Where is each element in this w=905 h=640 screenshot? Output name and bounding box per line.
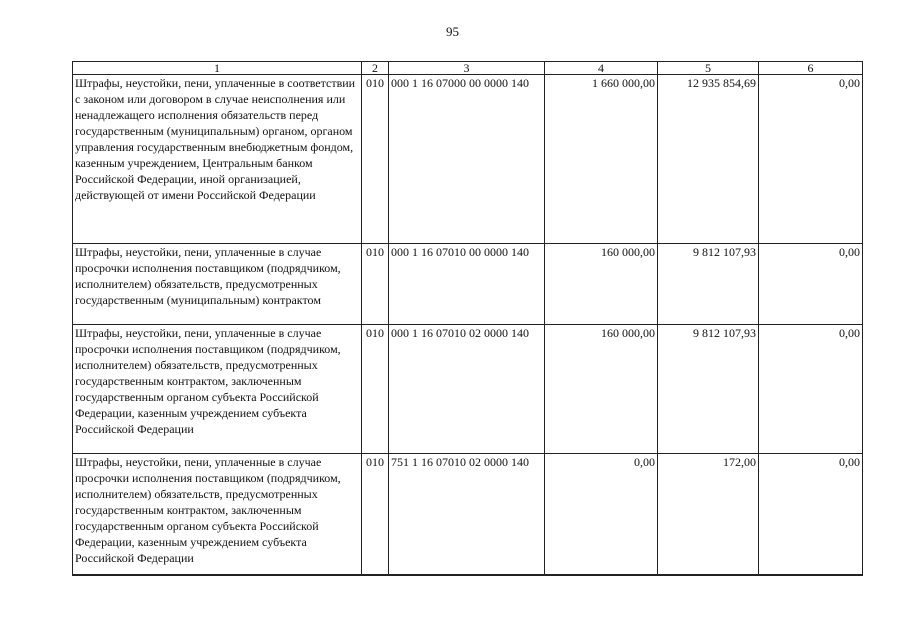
row-budget-code: 000 1 16 07000 00 0000 140 [389, 75, 545, 244]
row-description: Штрафы, неустойки, пени, уплаченные в случае просрочки исполнения поставщиком (подрядчиком, исполнителем) обязательств, предусмотренных государственным контрактом, заключенным государственным органом субъекта Российской Федерации, казенным учреждением субъекта Российской Федерации [73, 454, 362, 576]
row-budget-code: 000 1 16 07010 00 0000 140 [389, 244, 545, 325]
row-value-col6: 0,00 [759, 325, 863, 454]
column-header: 6 [759, 62, 863, 75]
row-budget-code: 751 1 16 07010 02 0000 140 [389, 454, 545, 576]
row-value-col5: 9 812 107,93 [658, 244, 759, 325]
row-value-col6: 0,00 [759, 75, 863, 244]
row-description: Штрафы, неустойки, пени, уплаченные в случае просрочки исполнения поставщиком (подрядчиком, исполнителем) обязательств, предусмотренных государственным (муниципальным) контрактом [73, 244, 362, 325]
row-budget-code: 000 1 16 07010 02 0000 140 [389, 325, 545, 454]
row-line-code: 010 [362, 454, 389, 576]
row-value-col6: 0,00 [759, 244, 863, 325]
table-row [73, 244, 863, 325]
table-row [73, 454, 863, 576]
page-number: 95 [446, 24, 459, 39]
column-header: 5 [658, 62, 759, 75]
row-description: Штрафы, неустойки, пени, уплаченные в случае просрочки исполнения поставщиком (подрядчиком, исполнителем) обязательств, предусмотренных государственным контрактом, заключенным государственным органом субъекта Российской Федерации, казенным учреждением субъекта Российской Федерации [73, 325, 362, 454]
row-value-col4: 0,00 [545, 454, 658, 576]
row-value-col5: 172,00 [658, 454, 759, 576]
row-value-col4: 1 660 000,00 [545, 75, 658, 244]
row-value-col4: 160 000,00 [545, 244, 658, 325]
table-row [73, 325, 863, 454]
table-row [73, 75, 863, 244]
column-header: 4 [545, 62, 658, 75]
row-line-code: 010 [362, 244, 389, 325]
row-value-col5: 9 812 107,93 [658, 325, 759, 454]
budget-table [72, 61, 863, 576]
column-header: 2 [362, 62, 389, 75]
row-line-code: 010 [362, 325, 389, 454]
row-description: Штрафы, неустойки, пени, уплаченные в соответствии с законом или договором в случае неисполнения или ненадлежащего исполнения обязательств перед государственным (муниципальным) органом, органом управления государственным внебюджетным фондом, казенным учреждением, Центральным банком Российской Федерации, иной организацией, действующей от имени Российской Федерации [73, 75, 362, 244]
row-value-col5: 12 935 854,69 [658, 75, 759, 244]
row-value-col4: 160 000,00 [545, 325, 658, 454]
column-header: 1 [73, 62, 362, 75]
table-header-row [73, 62, 863, 75]
row-value-col6: 0,00 [759, 454, 863, 576]
column-header: 3 [389, 62, 545, 75]
row-line-code: 010 [362, 75, 389, 244]
